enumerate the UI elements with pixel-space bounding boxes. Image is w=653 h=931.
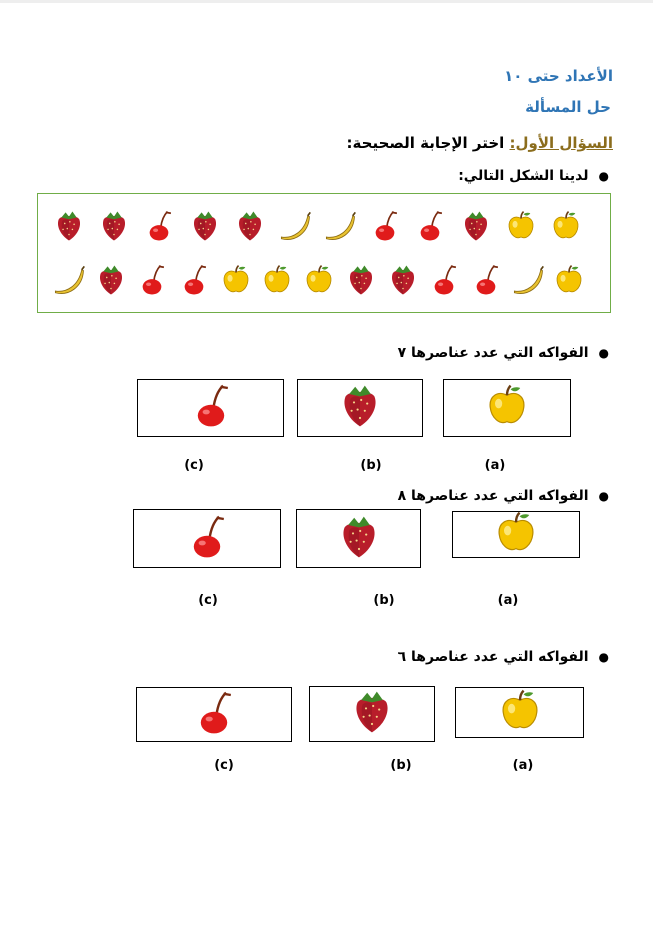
option-b-box-q1[interactable] xyxy=(297,379,423,437)
strawberry-icon xyxy=(344,260,378,300)
intro-text: لدينا الشكل التالي: xyxy=(458,168,589,184)
cherry-icon xyxy=(177,260,211,300)
question-instruction: اختر الإجابة الصحيحة: xyxy=(346,134,505,152)
question-2-prompt xyxy=(398,488,609,504)
apple-icon xyxy=(552,260,586,300)
option-c-box-q1[interactable] xyxy=(137,379,284,437)
banana-icon xyxy=(511,260,545,300)
option-b-box-q3[interactable] xyxy=(309,686,435,742)
page-subtitle: حل المسألة xyxy=(525,98,611,116)
strawberry-icon xyxy=(52,206,86,246)
option-a-label-q3: (a) xyxy=(512,758,534,773)
option-b-box-q2[interactable] xyxy=(296,509,421,568)
banana-icon xyxy=(52,260,86,300)
option-b-label-q2: (b) xyxy=(373,593,395,608)
top-border xyxy=(0,0,653,3)
question-heading xyxy=(347,134,613,152)
option-a-box-q2[interactable] xyxy=(452,511,580,558)
bullet-icon: ● xyxy=(598,650,609,664)
option-c-label-q1: (c) xyxy=(184,458,204,473)
strawberry-icon xyxy=(459,206,493,246)
cherry-icon xyxy=(142,206,176,246)
fruit-row-2 xyxy=(38,256,612,306)
strawberry-icon xyxy=(97,206,131,246)
apple-icon xyxy=(494,687,546,739)
strawberry-icon xyxy=(346,688,398,740)
option-c-box-q3[interactable] xyxy=(136,687,292,742)
option-a-box-q3[interactable] xyxy=(455,687,584,738)
apple-icon xyxy=(302,260,336,300)
question-label: السؤال الأول: xyxy=(509,134,613,152)
question-3-prompt xyxy=(398,649,609,665)
cherry-icon xyxy=(181,513,233,565)
apple-icon xyxy=(219,260,253,300)
cherry-icon xyxy=(368,206,402,246)
option-c-box-q2[interactable] xyxy=(133,509,281,568)
apple-icon xyxy=(490,509,542,561)
strawberry-icon xyxy=(333,513,385,565)
question-3-text: الفواكه التي عدد عناصرها ٦ xyxy=(397,649,589,665)
option-c-label-q3: (c) xyxy=(214,758,234,773)
cherry-icon xyxy=(413,206,447,246)
option-b-label-q3: (b) xyxy=(390,758,412,773)
bullet-icon: ● xyxy=(598,346,609,360)
apple-icon xyxy=(504,206,538,246)
apple-icon xyxy=(260,260,294,300)
strawberry-icon xyxy=(386,260,420,300)
intro-line xyxy=(458,168,609,184)
banana-icon xyxy=(323,206,357,246)
apple-icon xyxy=(549,206,583,246)
cherry-icon xyxy=(469,260,503,300)
option-c-label-q2: (c) xyxy=(198,593,218,608)
question-1-prompt xyxy=(398,345,609,361)
apple-icon xyxy=(481,382,533,434)
strawberry-icon xyxy=(94,260,128,300)
cherry-icon xyxy=(135,260,169,300)
option-b-label-q1: (b) xyxy=(360,458,382,473)
fruit-figure xyxy=(37,193,611,313)
option-a-label-q2: (a) xyxy=(497,593,519,608)
strawberry-icon xyxy=(334,382,386,434)
cherry-icon xyxy=(427,260,461,300)
cherry-icon xyxy=(185,382,237,434)
strawberry-icon xyxy=(233,206,267,246)
page-title: الأعداد حتى ١٠ xyxy=(504,67,613,85)
strawberry-icon xyxy=(188,206,222,246)
fruit-row-1 xyxy=(38,202,612,252)
option-a-label-q1: (a) xyxy=(484,458,506,473)
banana-icon xyxy=(278,206,312,246)
option-a-box-q1[interactable] xyxy=(443,379,571,437)
cherry-icon xyxy=(188,689,240,741)
question-2-text: الفواكه التي عدد عناصرها ٨ xyxy=(397,488,589,504)
question-1-text: الفواكه التي عدد عناصرها ٧ xyxy=(397,345,589,361)
bullet-icon: ● xyxy=(598,169,609,183)
bullet-icon: ● xyxy=(598,489,609,503)
